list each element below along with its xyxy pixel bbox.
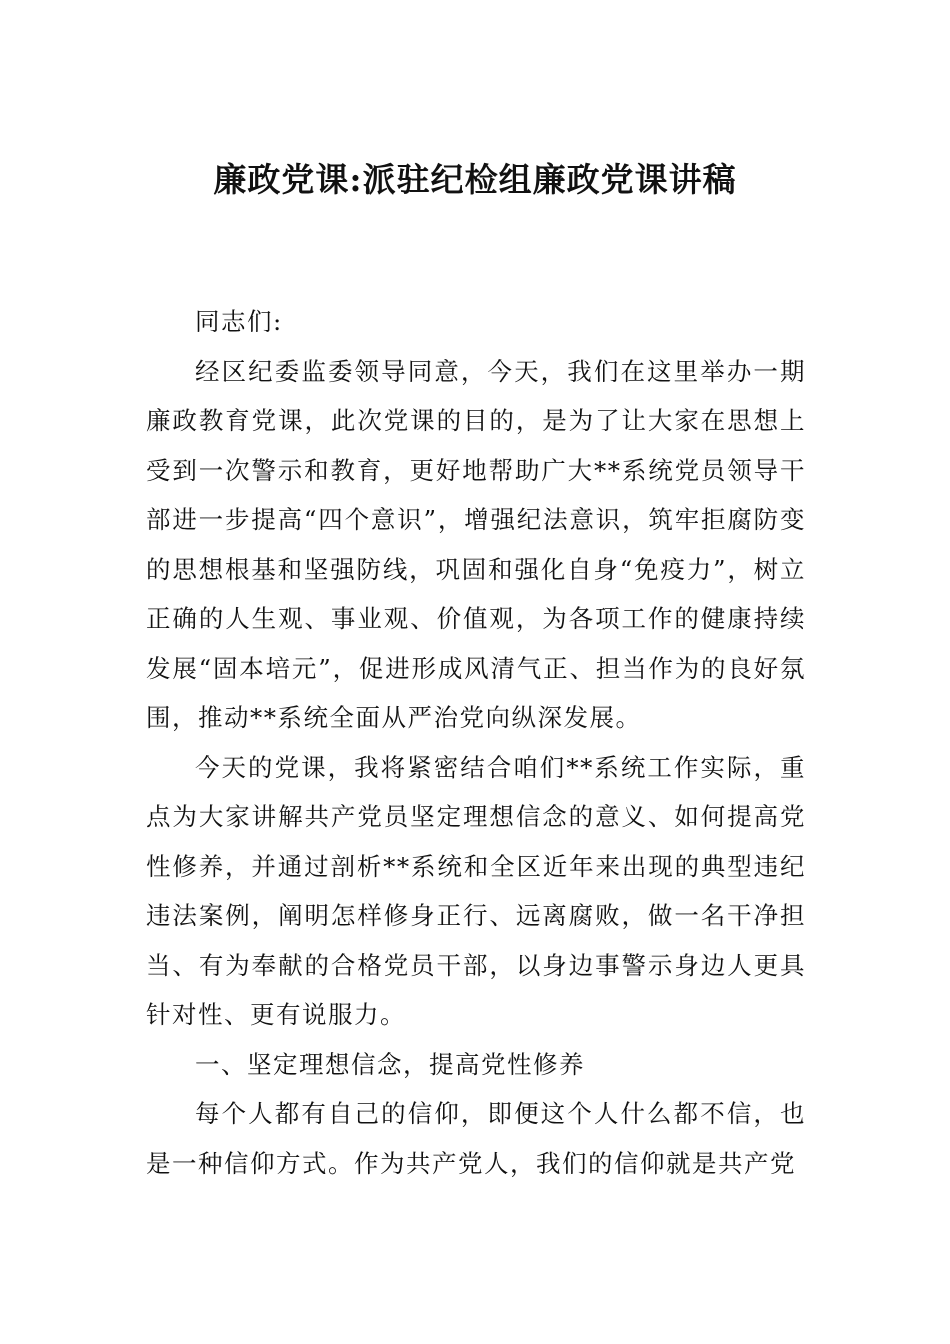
document-title: 廉政党课:派驻纪检组廉政党课讲稿 bbox=[213, 160, 737, 199]
section-heading-1: 一、坚定理想信念，提高党性修养 bbox=[195, 1049, 585, 1079]
salutation: 同志们: bbox=[195, 307, 283, 336]
paragraph-section-1: 每个人都有自己的信仰，即便这个人什么都不信，也是一种信仰方式。作为共产党人，我们的信仰就是共产党 bbox=[146, 1099, 806, 1178]
document-body bbox=[146, 297, 806, 1188]
paragraph-overview: 今天的党课，我将紧密结合咱们**系统工作实际，重点为大家讲解共产党员坚定理想信念的意义、如何提高党性修养，并通过剖析**系统和全区近年来出现的典型违纪违法案例，阐明怎样修身正行、远离腐败，做一名干净担当、有为奉献的合格党员干部，以身边事警示身边人更具针对性、更有说服力。 bbox=[146, 752, 806, 1029]
paragraph-intro: 经区纪委监委领导同意，今天，我们在这里举办一期廉政教育党课，此次党课的目的，是为了让大家在思想上受到一次警示和教育，更好地帮助广大**系统党员领导干部进一步提高“四个意识”，增强纪法意识，筑牢拒腐防变的思想根基和坚强防线，巩固和强化自身“免疫力”，树立正确的人生观、事业观、价值观，为各项工作的健康持续发展“固本培元”，促进形成风清气正、担当作为的良好氛围，推动**系统全面从严治党向纵深发展。 bbox=[146, 356, 806, 732]
